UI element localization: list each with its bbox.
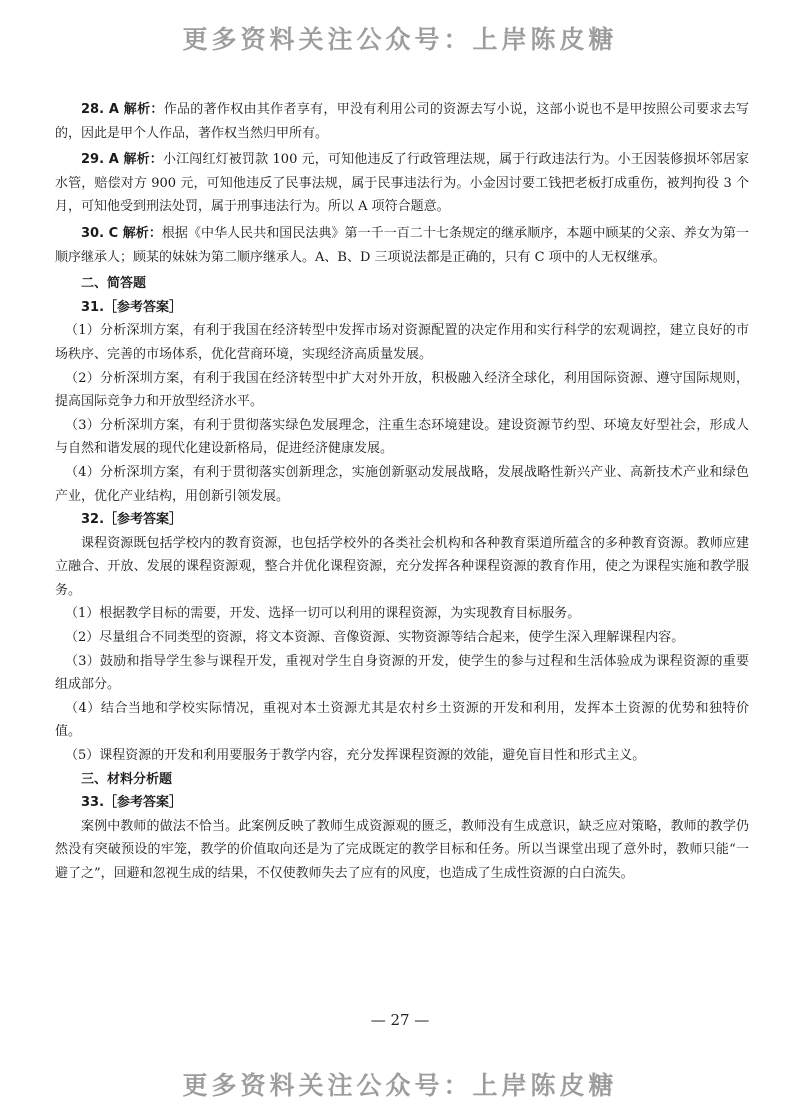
answer-text: 根据《中华人民共和国民法典》第一千一百二十七条规定的继承顺序，本题中顾某的父亲、养女为第一顺序继承人；顾某的妹妹为第二顺序继承人。A、B、D 三项说法都是正确的，只有 C 项中的人无权继承。: [55, 225, 749, 265]
answer-33-label: 33.［参考答案］: [81, 795, 183, 811]
answer-label: 30. C 解析：: [81, 225, 162, 241]
answer-31-item: （2）分析深圳方案，有利于我国在经济转型中扩大对外开放，积极融入经济全球化，利用国际资源、遵守国际规则，提高国际竞争力和开放型经济水平。: [55, 370, 749, 410]
answer-28: [55, 98, 749, 145]
page-content: [55, 98, 749, 886]
answer-31-label: 31.［参考答案］: [81, 299, 183, 315]
answer-32-item: （5）课程资源的开发和利用要服务于教学内容，充分发挥课程资源的效能，避免盲目性和形式主义。: [65, 748, 646, 764]
answer-32-item: （1）根据教学目标的需要，开发、选择一切可以利用的课程资源，为实现教育目标服务。: [65, 606, 581, 622]
answer-32-item: （2）尽量组合不同类型的资源，将文本资源、音像资源、实物资源等结合起来，使学生深入理解课程内容。: [65, 630, 685, 646]
answer-29: [55, 148, 749, 219]
answer-32-item: （4）结合当地和学校实际情况，重视对本土资源尤其是农村乡土资源的开发和利用，发挥本土资源的优势和独特价值。: [55, 700, 749, 740]
answer-30: [55, 222, 749, 269]
answer-text: 小江闯红灯被罚款 100 元，可知他违反了行政管理法规，属于行政违法行为。小王因装修损坏邻居家水管，赔偿对方 900 元，可知他违反了民事法规，属于民事违法行为。小金因讨要工钱把老板打成重伤，被判拘役 3 个月，可知他受到刑法处罚，属于刑事违法行为。所以 A 项符合题意。: [55, 152, 749, 215]
watermark-bottom: 更多资料关注公众号：上岸陈皮糖: [182, 1071, 618, 1100]
answer-31-item: （4）分析深圳方案，有利于贯彻落实创新理念，实施创新驱动发展战略，发展战略性新兴产业、高新技术产业和绿色产业，优化产业结构，用创新引领发展。: [55, 464, 749, 504]
answer-33-text: 案例中教师的做法不恰当。此案例反映了教师生成资源观的匮乏，教师没有生成意识，缺乏应对策略，教师的教学仍然没有突破预设的牢笼，教学的价值取向还是为了完成既定的教学目标和任务。所以当课堂出现了意外时，教师只能“一避了之”，回避和忽视生成的结果，不仅使教师失去了应有的风度，也造成了生成性资源的白白流失。: [55, 818, 749, 881]
page-number: — 27 —: [370, 1011, 430, 1029]
section-heading-material-analysis: 三、材料分析题: [81, 771, 173, 787]
answer-text: 作品的著作权由其作者享有，甲没有利用公司的资源去写小说，这部小说也不是甲按照公司要求去写的，因此是甲个人作品，著作权当然归甲所有。: [55, 102, 749, 141]
section-heading-short-answer: 二、简答题: [81, 276, 147, 292]
answer-label: 28. A 解析：: [81, 102, 164, 117]
answer-32-intro: 课程资源既包括学校内的教育资源，也包括学校外的各类社会机构和各种教育渠道所蕴含的多种教育资源。教师应建立融合、开放、发展的课程资源观，整合并优化课程资源，充分发挥各种课程资源的教育作用，使之为课程实施和教学服务。: [55, 535, 749, 598]
answer-label: 29. A 解析：: [81, 152, 163, 168]
answer-31-item: （3）分析深圳方案，有利于贯彻落实绿色发展理念，注重生态环境建设。建设资源节约型、环境友好型社会，形成人与自然和谐发展的现代化建设新格局，促进经济健康发展。: [55, 417, 749, 457]
answer-32-label: 32.［参考答案］: [81, 512, 183, 528]
answer-32-item: （3）鼓励和指导学生参与课程开发，重视对学生自身资源的开发，使学生的参与过程和生活体验成为课程资源的重要组成部分。: [55, 653, 749, 693]
answer-31-item: （1）分析深圳方案，有利于我国在经济转型中发挥市场对资源配置的决定作用和实行科学的宏观调控，建立良好的市场秩序、完善的市场体系，优化营商环境，实现经济高质量发展。: [55, 323, 749, 362]
watermark-top: 更多资料关注公众号：上岸陈皮糖: [182, 25, 618, 54]
